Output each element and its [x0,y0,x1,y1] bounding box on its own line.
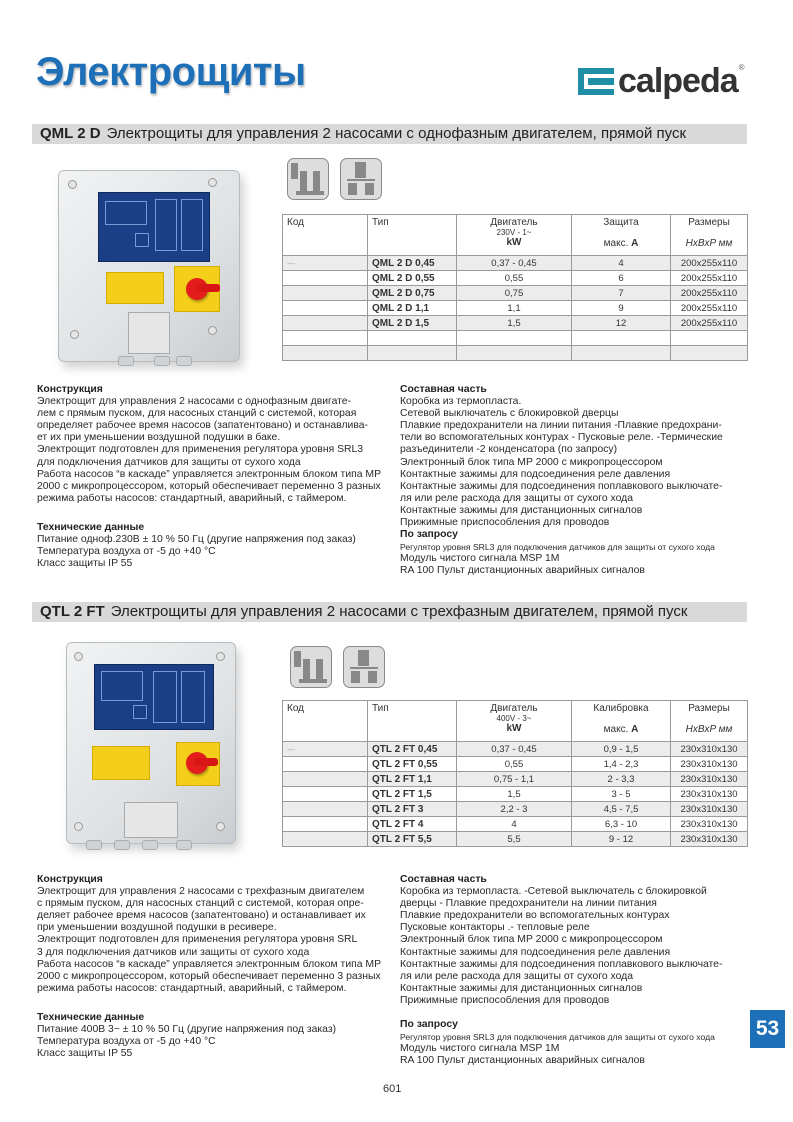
tech-title: Технические данные [37,1011,145,1023]
col-type: Тип [368,215,457,256]
cell-code [283,757,368,772]
tech-line: Температура воздуха от -5 до +40 °C [37,1036,216,1048]
cell-amps: 2 - 3,3 [572,772,671,787]
col-motor-voltage: 400V - 3~ [496,714,532,723]
components-line: Коробка из термопласта. [400,396,522,408]
cell-kw: 4 [457,817,572,832]
table-row [283,772,748,787]
twin-pump-icon [340,158,382,200]
on-request-title: По запросу [400,1019,458,1031]
cell-code [283,817,368,832]
tech-line: Питание одноф.230В ± 10 % 50 Гц (другие напряжения под заказ) [37,534,356,546]
calpeda-logo [578,64,745,98]
cell-amps: 6 [572,271,671,286]
cell-amps: 6,3 - 10 [572,817,671,832]
cell-type: QML 2 D 0,55 [368,271,457,286]
page-number: 601 [383,1083,402,1095]
tech-line: Температура воздуха от -5 до +40 °C [37,546,216,558]
cell-dims: 200x255x110 [671,301,748,316]
col-dimensions-label: Размеры [688,217,730,228]
cell-type [368,331,457,346]
cell-dims: 200x255x110 [671,286,748,301]
components-line: Контактные зажимы для подсоединения поплавкового выключате- [400,958,723,970]
cell-code: --- [283,742,368,757]
col-dimensions-label: Размеры [688,703,730,714]
components-line: разъединители -2 конденсатора (по запросу) [400,444,618,456]
cell-dims: 230x310x130 [671,787,748,802]
table-row [283,271,748,286]
spec-table-qtl-2ft [282,700,748,847]
col-code: Код [283,215,368,256]
tech-line: Класс защиты IP 55 [37,558,133,570]
table-row [283,301,748,316]
cell-amps: 0,9 - 1,5 [572,742,671,757]
col-dimensions [671,215,748,256]
cell-code [283,787,368,802]
table-header-row [283,701,748,742]
components-line: Пусковые контакторы .- тепловые реле [400,922,590,934]
section-heading-qtl [32,602,747,622]
cell-amps: 9 - 12 [572,832,671,847]
tech-line: Питание 400В 3~ ± 10 % 50 Гц (другие напряжения под заказ) [37,1024,337,1036]
cell-type: QTL 2 FT 1,1 [368,772,457,787]
cell-kw: 0,75 - 1,1 [457,772,572,787]
section-model: QML 2 D [40,125,101,142]
construction-line: Электрощит для управления 2 насосами с однофазным двигате- [37,396,352,408]
col-calibration-unit: A [631,724,639,735]
cell-code [283,772,368,787]
components-line: Контактные зажимы для подсоединения поплавкового выключате- [400,480,723,492]
construction-line: 3 для подключения датчиков или защиты от сухого хода [37,946,310,958]
col-motor-label: Двигатель [490,703,538,714]
construction-block-qml [37,384,392,570]
table-row [283,832,748,847]
cell-dims: 230x310x130 [671,757,748,772]
cell-dims: 230x310x130 [671,742,748,757]
cell-type: QTL 2 FT 4 [368,817,457,832]
components-line: ля или реле расхода для защиты от сухого хода [400,970,633,982]
brand-name: calpeda [618,62,738,100]
tech-line: Класс защиты IP 55 [37,1048,133,1060]
pump-station-icon [290,646,332,688]
cell-type: QML 2 D 1,1 [368,301,457,316]
table-row [283,742,748,757]
col-code: Код [283,701,368,742]
table-row [283,316,748,331]
cell-amps [572,331,671,346]
components-block-qtl [400,874,752,1067]
construction-line: деляет рабочее время насосов (запатентовано) и останавливает их [37,910,366,922]
section-tab-number: 53 [750,1010,785,1048]
construction-block-qtl [37,874,392,1060]
construction-line: Электрощит подготовлен для применения регулятора уровня SRL3 [37,444,364,456]
table-row [283,331,748,346]
cell-kw: 0,37 - 0,45 [457,256,572,271]
cell-type: QML 2 D 0,75 [368,286,457,301]
components-line: ля или реле расхода для защиты от сухого хода [400,492,633,504]
table-row [283,817,748,832]
col-calibration-sub: макс. [603,724,629,735]
col-type: Тип [368,701,457,742]
cell-amps: 7 [572,286,671,301]
table-header-row [283,215,748,256]
on-request-line: Модуль чистого сигнала MSP 1M [400,1043,560,1055]
col-protection-sub: макс. [603,238,629,249]
components-line: Электронный блок типа MP 2000 с микропроцессором [400,456,663,468]
construction-line: 2000 с микропроцессором, который обеспечивает переменно 3 разных [37,970,381,982]
table-row [283,787,748,802]
on-request-small-line: Регулятор уровня SRL3 для подключения датчиков для защиты от сухого хода [400,1032,715,1043]
cell-dims [671,346,748,361]
section-heading-qml [32,124,747,144]
product-image-qml-2d [58,170,248,370]
section-description: Электрощиты для управления 2 насосами с однофазным двигателем, прямой пуск [106,125,687,142]
cell-kw: 0,55 [457,271,572,286]
cell-kw: 0,55 [457,757,572,772]
table-row [283,802,748,817]
components-line: Контактные зажимы для дистанционных сигналов [400,504,643,516]
cell-dims: 200x255x110 [671,316,748,331]
col-dimensions-unit: HxBxP мм [685,724,733,735]
cell-code [283,346,368,361]
construction-title: Конструкция [37,384,103,395]
cell-type: QTL 2 FT 3 [368,802,457,817]
components-line: Электронный блок типа MP 2000 с микропроцессором [400,934,663,946]
col-dimensions [671,701,748,742]
cell-amps [572,346,671,361]
cell-dims: 200x255x110 [671,256,748,271]
cell-dims: 200x255x110 [671,271,748,286]
col-motor-voltage: 230V - 1~ [496,228,532,237]
cell-kw: 1,5 [457,316,572,331]
components-line: тели во вспомогательных контурах - Пусковые реле. -Термические [400,432,723,444]
cell-code [283,331,368,346]
cell-code [283,832,368,847]
page-title: Электрощиты [36,50,306,94]
construction-line: Работа насосов “в каскаде” управляется электронным блоком типа MP [37,468,381,480]
on-request-small-line: Регулятор уровня SRL3 для подключения датчиков для защиты от сухого хода [400,542,715,553]
construction-line: ет их при уменьшении воздушной подушки в баке. [37,432,281,444]
construction-line: определяет рабочее время насосов (запатентовано) и останавлива- [37,420,368,432]
construction-line: Электрощит для управления 2 насосами с трехфазным двигателем [37,886,365,898]
components-line: Контактные зажимы для дистанционных сигналов [400,982,643,994]
construction-line: 2000 с микропроцессором, который обеспечивает переменно 3 разных [37,480,381,492]
cell-type: QTL 2 FT 1,5 [368,787,457,802]
col-motor [457,215,572,256]
components-block-qml [400,384,752,578]
construction-line: для подключения датчиков для защиты от сухого хода [37,456,301,468]
cell-type [368,346,457,361]
components-title: Составная часть [400,874,487,885]
table-row [283,286,748,301]
components-line: Коробка из термопласта. -Сетевой выключатель с блокировкой [400,886,707,898]
components-line: Контактные зажимы для подсоединения реле давления [400,468,671,480]
cell-dims: 230x310x130 [671,772,748,787]
cell-amps: 3 - 5 [572,787,671,802]
col-calibration-label: Калибровка [593,703,649,714]
cell-kw: 1,5 [457,787,572,802]
calpeda-logo-mark-icon [578,68,614,95]
registered-mark: ® [738,62,745,72]
cell-amps: 4 [572,256,671,271]
cell-type: QML 2 D 0,45 [368,256,457,271]
table-row [283,346,748,361]
cell-type: QTL 2 FT 0,45 [368,742,457,757]
col-motor-unit: kW [506,237,522,248]
cell-type: QTL 2 FT 5,5 [368,832,457,847]
cell-code [283,301,368,316]
col-protection [572,215,671,256]
cell-code [283,316,368,331]
section-model: QTL 2 FT [40,603,105,620]
col-motor-label: Двигатель [490,217,538,228]
pump-station-icon [287,158,329,200]
components-line: Сетевой выключатель с блокировкой дверцы [400,408,619,420]
twin-pump-icon [343,646,385,688]
cell-dims: 230x310x130 [671,832,748,847]
table-row [283,757,748,772]
cell-amps: 9 [572,301,671,316]
cell-dims [671,331,748,346]
construction-line: при уменьшении воздушной подушки в ресивере. [37,922,277,934]
cell-code [283,802,368,817]
on-request-line: Модуль чистого сигнала MSP 1M [400,553,560,565]
col-calibration [572,701,671,742]
cell-kw: 0,75 [457,286,572,301]
spec-table-qml-2d [282,214,748,361]
on-request-line: RA 100 Пульт дистанционных аварийных сигналов [400,1055,645,1067]
cell-kw: 2,2 - 3 [457,802,572,817]
cell-kw: 0,37 - 0,45 [457,742,572,757]
cell-kw: 5,5 [457,832,572,847]
cell-amps: 1,4 - 2,3 [572,757,671,772]
tech-title: Технические данные [37,521,145,533]
components-title: Составная часть [400,384,487,395]
construction-line: лем с прямым пуском, для насосных станций с системой, которая [37,408,357,420]
construction-line: режима работы насосов: стандартный, аварийный, с таймером. [37,492,347,504]
construction-title: Конструкция [37,874,103,885]
construction-line: с прямым пуском, для насосных станций с системой, которая опре- [37,898,364,910]
cell-kw: 1,1 [457,301,572,316]
construction-line: Электрощит подготовлен для применения регулятора уровня SRL [37,934,358,946]
cell-code: --- [283,256,368,271]
on-request-line: RA 100 Пульт дистанционных аварийных сигналов [400,565,645,577]
on-request-title: По запросу [400,529,458,541]
components-line: Плавкие предохранители во вспомогательных контурах [400,910,670,922]
col-protection-label: Защита [603,217,639,228]
cell-code [283,271,368,286]
col-protection-unit: A [631,238,639,249]
construction-line: режима работы насосов: стандартный, аварийный, с таймером. [37,982,347,994]
cell-amps: 12 [572,316,671,331]
col-motor [457,701,572,742]
section-description: Электрощиты для управления 2 насосами с трехфазным двигателем, прямой пуск [110,603,688,620]
components-line: Прижимные приспособления для проводов [400,517,610,529]
components-line: дверцы - Плавкие предохранители на линии питания [400,898,657,910]
cell-type: QML 2 D 1,5 [368,316,457,331]
cell-kw [457,346,572,361]
col-dimensions-unit: HxBxP мм [685,238,733,249]
cell-kw [457,331,572,346]
cell-amps: 4,5 - 7,5 [572,802,671,817]
cell-dims: 230x310x130 [671,817,748,832]
components-line: Прижимные приспособления для проводов [400,994,610,1006]
components-line: Контактные зажимы для подсоединения реле давления [400,946,671,958]
col-motor-unit: kW [506,723,522,734]
table-row [283,256,748,271]
construction-line: Работа насосов “в каскаде” управляется электронным блоком типа MP [37,958,381,970]
product-image-qtl-2ft [66,642,246,852]
cell-dims: 230x310x130 [671,802,748,817]
cell-type: QTL 2 FT 0,55 [368,757,457,772]
cell-code [283,286,368,301]
components-line: Плавкие предохранители на линии питания -Плавкие предохрани- [400,420,722,432]
